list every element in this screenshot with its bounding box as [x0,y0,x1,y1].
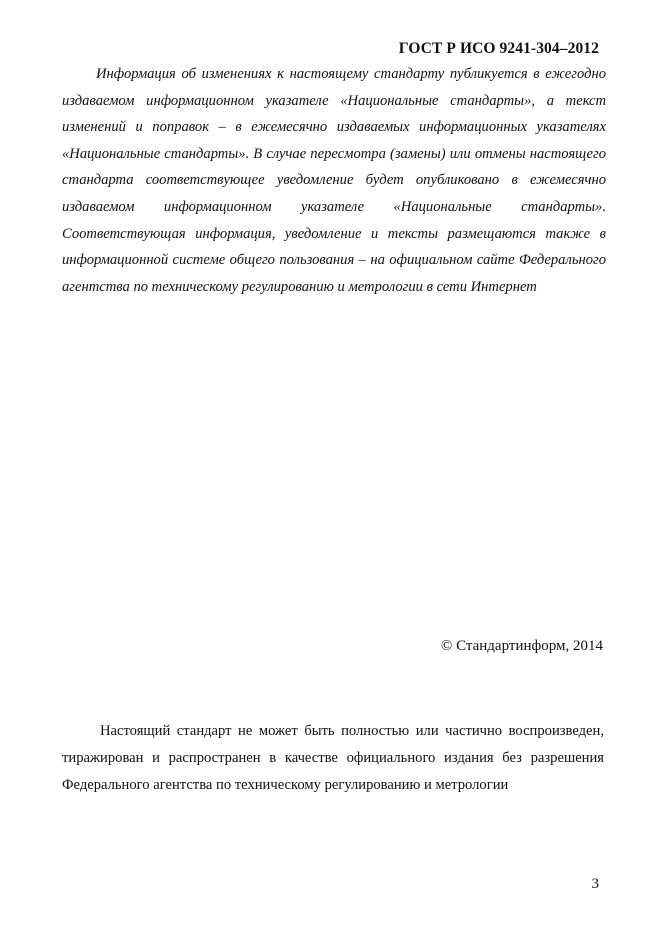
copyright-line: © Стандартинформ, 2014 [440,638,603,654]
amendments-notice-paragraph: Информация об изменениях к настоящему стандарту публикуется в ежегодно издаваемом информационном указателе «Национальные стандарты», а текст изменений и поправок – в ежемесячно издаваемых информационных указателях «Национальные стандарты». В случае пересмотра (замены) или отмены настоящего стандарта соответствующее уведомление будет опубликовано в ежемесячно издаваемом информационном указателе «Национальные стандарты». Соответствующая информация, уведомление и тексты размещаются также в информационной системе общего пользования – на официальном сайте Федерального агентства по техническому регулированию и метрологии в сети Интернет [62,66,606,295]
standard-code-header: ГОСТ Р ИСО 9241-304–2012 [398,40,599,57]
page-number: 3 [591,876,599,892]
reproduction-restriction-paragraph: Настоящий стандарт не может быть полностью или частично воспроизведен, тиражирован и распространен в качестве официального издания без разрешения Федерального агентства по техническому регулированию и метрологии [62,723,604,793]
